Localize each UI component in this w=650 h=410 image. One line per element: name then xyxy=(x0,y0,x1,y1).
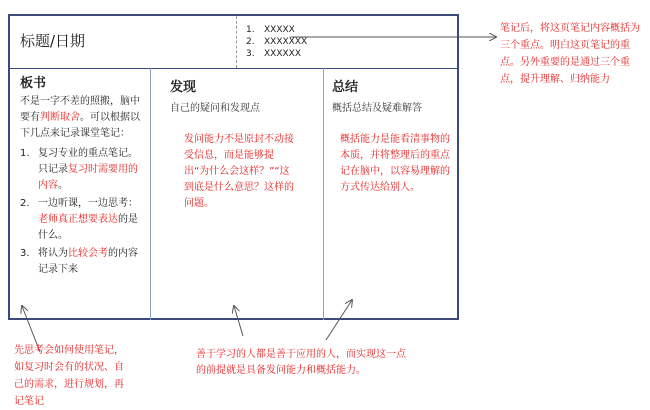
key-point-item: 3. XXXXXX xyxy=(246,49,301,59)
list-item: 2. 一边听课，一边思考：老师真正想要表达的是什么。 xyxy=(20,198,138,241)
blackboard-title: 板书 xyxy=(20,76,47,91)
summary-title: 总结 xyxy=(332,80,359,95)
list-item: 1. 复习专业的重点笔记。只记录复习时需要用的内容。 xyxy=(20,148,138,191)
discovery-title: 发现 xyxy=(170,80,197,95)
arrow-bottom-middle-left xyxy=(234,306,243,336)
arrow-bottom-middle-right xyxy=(326,300,352,340)
key-point-item: 1. XXXXX xyxy=(246,25,295,35)
summary-subtitle: 概括总结及疑难解答 xyxy=(332,103,422,114)
list-item: 3. 将认为比较会考的内容记录下来 xyxy=(20,248,138,275)
header-title: 标题/日期 xyxy=(20,32,86,50)
blackboard-intro: 不是一字不差的照搬，脑中要有判断取舍。可以根据以下几点来记录课堂笔记： xyxy=(20,96,140,139)
summary-note: 概括能力是能看清事物的本质，并将整理后的重点记在脑中，以容易理解的方式传达给别人。 xyxy=(340,134,450,193)
discovery-note: 发问能力不是原封不动接受信息，而是能够提出“为什么会这样？”“这到底是什么意思？这样的问题。 xyxy=(184,134,294,209)
key-point-item: 2. XXXXXXX xyxy=(246,37,308,47)
side-annotation: 笔记后，将这页笔记内容概括为三个重点。明白这页笔记的重点。另外重要的是通过三个重点，提升理解、归纳能力 xyxy=(500,23,640,85)
discovery-subtitle: 自己的疑问和发现点 xyxy=(170,103,260,114)
bottom-left-annotation: 先思考会如何使用笔记，如复习时会有的状况、自己的需求，进行规划，再记笔记 xyxy=(14,345,124,407)
bottom-middle-annotation: 善于学习的人都是善于应用的人，而实现这一点的前提就是具备发问能力和概括能力。 xyxy=(196,349,406,376)
